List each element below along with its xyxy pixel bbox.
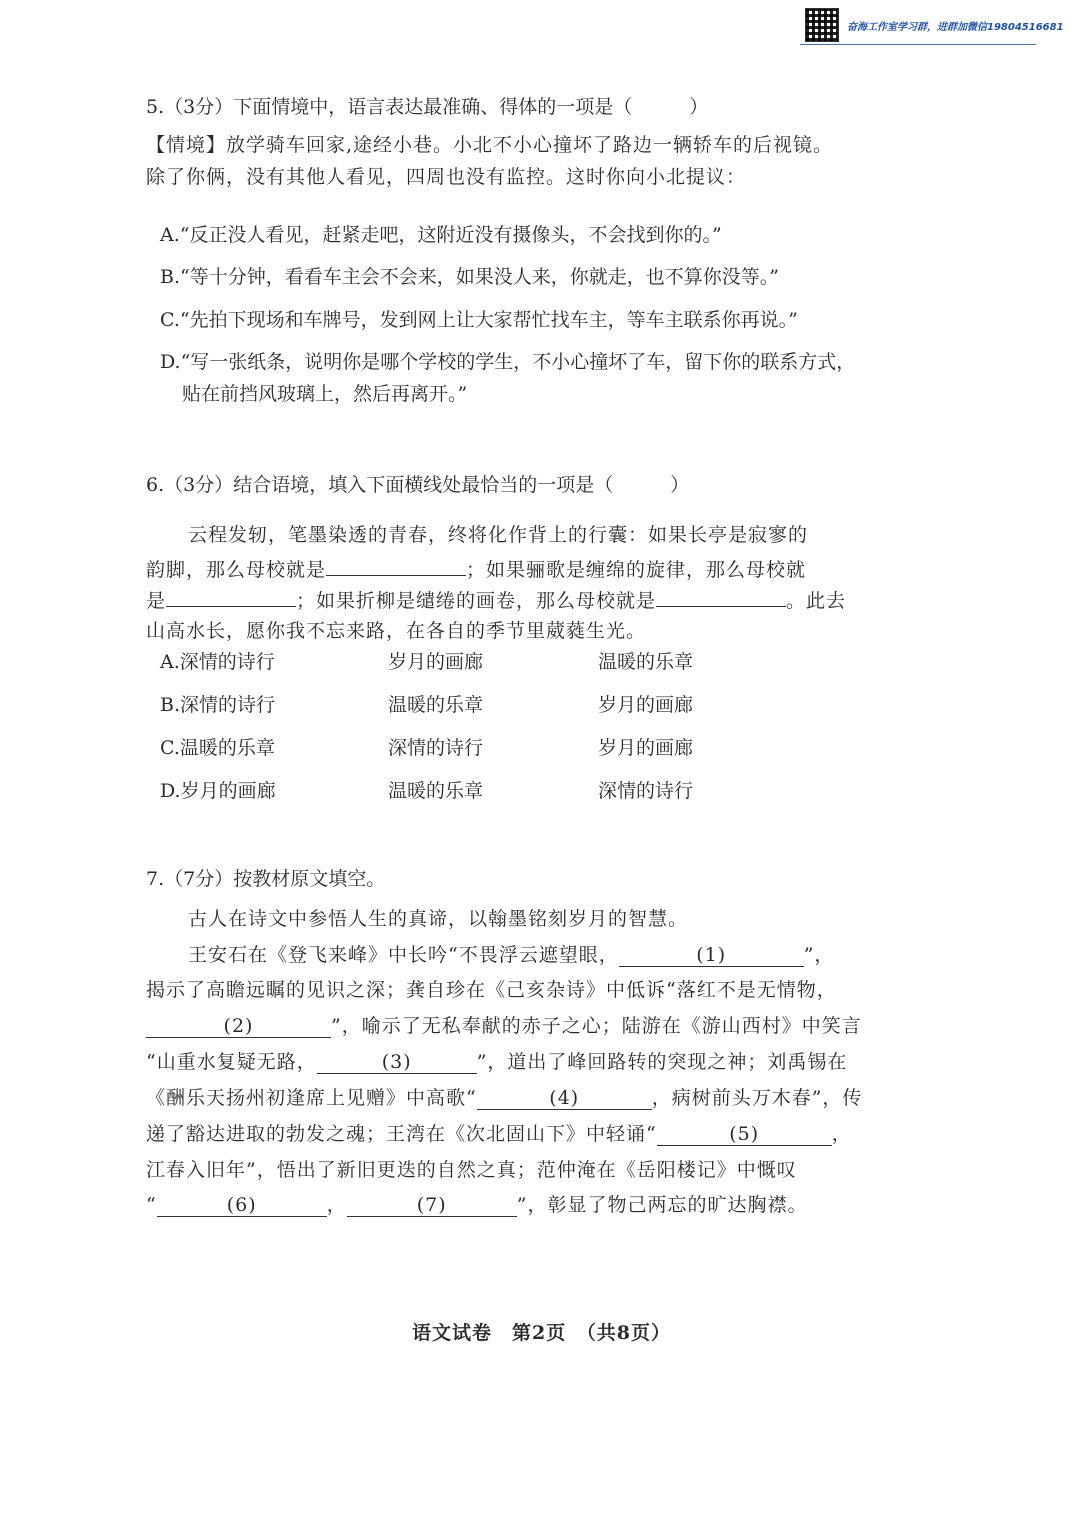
- q6-stem: 6.（3分）结合语境，填入下面横线处最恰当的一项是（ ）: [146, 474, 690, 496]
- q6-option-a: [160, 647, 693, 674]
- q6-text: ；如果折柳是缱绻的画卷，那么母校就是: [296, 590, 657, 612]
- q7-text: 《酬乐天扬州初逢席上见赠》中高歌“: [146, 1087, 477, 1109]
- answer-blank[interactable]: [166, 584, 296, 607]
- q7-line3: [146, 1011, 862, 1038]
- header-rule: [800, 44, 1036, 45]
- option-col2: 温暖的乐章: [388, 694, 484, 716]
- option-col3: 温暖的乐章: [598, 651, 694, 673]
- qr-code-icon: [805, 8, 839, 42]
- q6-text: 。此去: [786, 590, 847, 612]
- q6-para-line1: 云程发轫，笔墨染透的青春，终将化作背上的行囊：如果长亭是寂寥的: [188, 524, 809, 546]
- q7-text: ，病树前头万木春”，传: [651, 1087, 863, 1109]
- q7-text: ”，: [803, 944, 835, 966]
- watermark-text: 奋海工作室学习群，进群加微信19804516681: [847, 21, 1064, 33]
- q7-line6: [146, 1119, 852, 1146]
- option-col2: 温暖的乐章: [388, 780, 484, 802]
- option-col3: 深情的诗行: [598, 780, 694, 802]
- q6-para-line3: [146, 584, 846, 613]
- q6-text: ；如果骊歌是缠绵的旋律，那么母校就: [466, 559, 807, 581]
- option-col2: 深情的诗行: [388, 737, 484, 759]
- q7-line8: [146, 1190, 807, 1217]
- q7-text: ”，喻示了无私奉献的赤子之心；陆游在《游山西村》中笑言: [331, 1015, 862, 1037]
- answer-blank[interactable]: [656, 584, 786, 607]
- q7-text: 递了豁达进取的勃发之魂；王湾在《次北固山下》中轻诵“: [146, 1123, 657, 1145]
- q6-text: 韵脚，那么母校就是: [146, 559, 327, 581]
- q6-option-d: [160, 776, 693, 803]
- option-col2: 岁月的画廊: [388, 651, 484, 673]
- q5-context-line1: 【情境】放学骑车回家,途经小巷。小北不小心撞坏了路边一辆轿车的后视镜。: [146, 134, 834, 156]
- q5-stem: 5.（3分）下面情境中，语言表达最准确、得体的一项是（ ）: [146, 96, 709, 118]
- option-col3: 岁月的画廊: [598, 737, 694, 759]
- option-label: D.岁月的画廊: [160, 780, 276, 802]
- answer-blank-4[interactable]: (4): [477, 1087, 652, 1110]
- option-col3: 岁月的画廊: [598, 694, 694, 716]
- q6-para-line2: [146, 553, 806, 582]
- q7-line4: [146, 1047, 847, 1074]
- q5-option-c: C.“先拍下现场和车牌号，发到网上让大家帮忙找车主，等车主联系你再说。”: [160, 309, 798, 331]
- answer-blank-5[interactable]: (5): [657, 1123, 832, 1146]
- q7-text: ”，道出了峰回路转的突现之神；刘禹锡在: [476, 1051, 848, 1073]
- q5-option-d-line1: D.“写一张纸条，说明你是哪个学校的学生，不小心撞坏了车，留下你的联系方式，: [160, 351, 856, 373]
- watermark: [805, 8, 1064, 42]
- q7-line1: [188, 940, 834, 967]
- q7-text: ，: [831, 1123, 852, 1145]
- q5-option-d-line2: 贴在前挡风玻璃上，然后再离开。”: [182, 383, 468, 405]
- q6-text: 是: [146, 590, 167, 612]
- answer-blank[interactable]: [326, 553, 466, 576]
- option-label: B.深情的诗行: [160, 694, 276, 716]
- q7-line7: 江春入旧年”，悟出了新旧更迭的自然之真；范仲淹在《岳阳楼记》中慨叹: [146, 1159, 797, 1181]
- q5-context-line2: 除了你俩，没有其他人看见，四周也没有监控。这时你向小北提议：: [146, 166, 747, 188]
- answer-blank-7[interactable]: (7): [347, 1194, 517, 1217]
- q7-line2: 揭示了高瞻远瞩的见识之深；龚自珍在《己亥杂诗》中低诉“落红不是无情物，: [146, 979, 837, 1001]
- q7-text: “山重水复疑无路，: [146, 1051, 317, 1073]
- q5-option-b: B.“等十分钟，看看车主会不会来，如果没人来，你就走，也不算你没等。”: [160, 266, 779, 288]
- q7-text: ”，彰显了物己两忘的旷达胸襟。: [516, 1194, 808, 1216]
- q6-para-line4: 山高水长，愿你我不忘来路，在各自的季节里葳蕤生光。: [146, 620, 647, 642]
- q7-stem: 7.（7分）按教材原文填空。: [146, 868, 386, 890]
- answer-blank-1[interactable]: (1): [619, 944, 804, 967]
- answer-blank-3[interactable]: (3): [317, 1051, 477, 1074]
- option-label: C.温暖的乐章: [160, 737, 275, 759]
- option-label: A.深情的诗行: [160, 651, 275, 673]
- q7-line5: [146, 1083, 862, 1110]
- q7-text: ，: [326, 1194, 347, 1216]
- q7-text: “: [146, 1194, 157, 1216]
- q7-text: 王安石在《登飞来峰》中长吟“不畏浮云遮望眼，: [188, 944, 619, 966]
- answer-blank-6[interactable]: (6): [157, 1194, 327, 1217]
- q6-option-c: [160, 733, 693, 760]
- page-footer: 语文试卷 第2页 （共8页）: [412, 1322, 671, 1344]
- q6-option-b: [160, 690, 693, 717]
- answer-blank-2[interactable]: (2): [146, 1015, 331, 1038]
- q5-option-a: A.“反正没人看见，赶紧走吧，这附近没有摄像头，不会找到你的。”: [160, 224, 722, 246]
- q7-intro: 古人在诗文中参悟人生的真谛，以翰墨铭刻岁月的智慧。: [188, 908, 689, 930]
